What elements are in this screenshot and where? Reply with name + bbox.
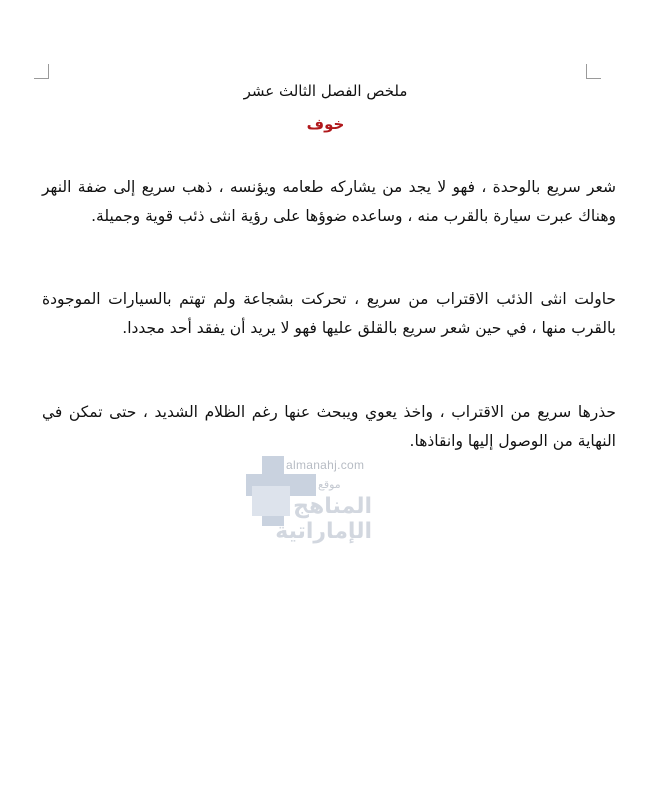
document-subtitle: خوف bbox=[306, 115, 345, 133]
paragraph-1: شعر سريع بالوحدة ، فهو لا يجد من يشاركه طعامه ويؤنسه ، ذهب سريع إلى ضفة النهر وهناك عبرت سيارة بالقرب منه ، وساعده ضوؤها على رؤية انثى ذئب قوية وجميلة. bbox=[42, 178, 616, 225]
document-title: ملخص الفصل الثالث عشر bbox=[243, 82, 408, 100]
watermark-url: almanahj.com bbox=[286, 458, 365, 472]
watermark-logo bbox=[246, 456, 416, 544]
crop-mark-top-left bbox=[34, 64, 49, 79]
crop-mark-top-right bbox=[586, 64, 601, 79]
paragraph-2: حاولت انثى الذئب الاقتراب من سريع ، تحركت بشجاعة ولم تهتم بالسيارات الموجودة بالقرب منها ، في حين شعر سريع بالقلق عليها فهو لا يريد أن يفقد أحد مجددا. bbox=[42, 290, 616, 337]
paragraph-3: حذرها سريع من الاقتراب ، واخذ يعوي ويبحث عنها رغم الظلام الشديد ، حتى تمكن في النهاية من الوصول إليها وانقاذها. bbox=[42, 403, 616, 450]
watermark-line-2: المناهج الإماراتية bbox=[275, 494, 372, 544]
watermark-line-1: موقع bbox=[318, 478, 341, 491]
